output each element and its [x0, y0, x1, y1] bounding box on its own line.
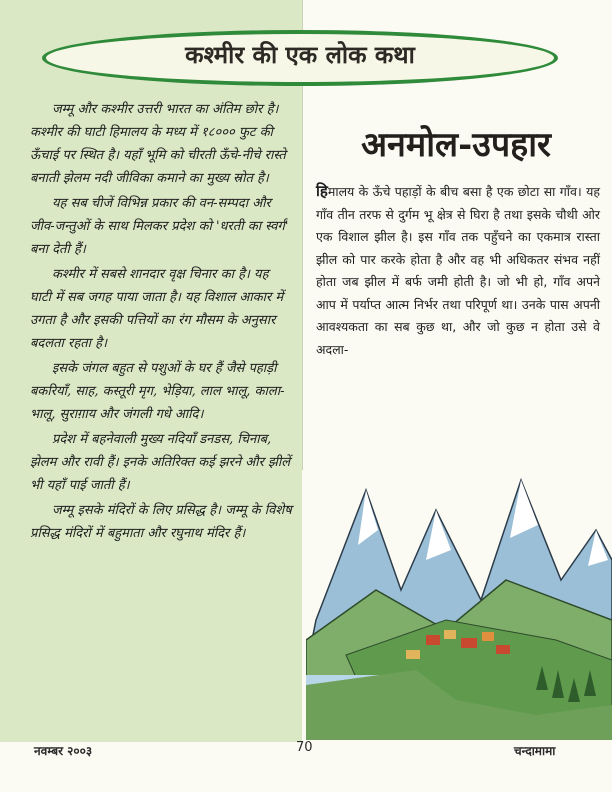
page-number: 70 [296, 740, 313, 755]
left-paragraph: जम्मू इसके मंदिरों के लिए प्रसिद्ध है। जम्मू के विशेष प्रसिद्ध मंदिरों में बहुमाता और रघुनाथ मंदिर हैं। [30, 503, 292, 541]
mountain-village-illustration [306, 470, 612, 740]
issue-date: नवम्बर २००३ [34, 744, 93, 758]
magazine-name: चन्दामामा [514, 744, 556, 758]
story-drop-letter: हि [316, 182, 328, 200]
left-paragraph: जम्मू और कश्मीर उत्तरी भारत का अंतिम छोर है। कश्मीर की घाटी हिमालय के मध्य में १८००० फुट की ऊँचाई पर स्थित है। यहाँ भूमि को चीरती ऊँचे-नीचे रास्ते बनाती झेलम नदी जीविका कमाने का मुख्य स्रोत है। [30, 102, 286, 186]
page-title: कश्मीर की एक लोक कथा [185, 41, 415, 69]
left-paragraph: यह सब चीजें विभिन्न प्रकार की वन-सम्पदा और जीव-जन्तुओं के साथ मिलकर प्रदेश को 'धरती का स्वर्ग' बना देती हैं। [30, 196, 289, 257]
left-paragraph: प्रदेश में बहनेवाली मुख्य नदियाँ डनडस, चिनाब, झेलम और रावी हैं। इनके अतिरिक्त कई झरने और झीलें भी यहाँ पाई जाती हैं। [30, 432, 291, 493]
left-paragraph: इसके जंगल बहुत से पशुओं के घर हैं जैसे पहाड़ी बकरियाँ, साह, कस्तूरी मृग, भेड़िया, लाल भालू, काला-भालू, सुराग़ाय और जंगली गधे आदि। [30, 361, 285, 422]
story-body-text: मालय के ऊँचे पहाड़ों के बीच बसा है एक छोटा सा गाँव। यह गाँव तीन तरफ से दुर्गम भू क्षेत्र से घिरा है तथा इसके चौथी ओर एक विशाल झील है। इस गाँव तक पहुँचने का एकमात्र रास्ता झील को पार करके होता है और वह भी अधिकतर संभव नहीं होता जब झील में बर्फ जमी होती है। जो भी हो, गाँव अपने आप में पर्याप्त आत्म निर्भर तथा परिपूर्ण था। उनके पास अपनी आवश्यकता का सब कुछ था, और जो कुछ न होता उसे वे अदला- [316, 184, 600, 357]
left-paragraph: कश्मीर में सबसे शानदार वृक्ष चिनार का है। यह घाटी में सब जगह पाया जाता है। यह विशाल आकार में उगता है और इसकी पत्तियों का रंग मौसम के अनुसार बदलता रहता है। [30, 267, 284, 351]
left-column-text [30, 98, 292, 547]
story-body [316, 180, 600, 361]
story-title: अनमोल-उपहार [361, 125, 551, 165]
